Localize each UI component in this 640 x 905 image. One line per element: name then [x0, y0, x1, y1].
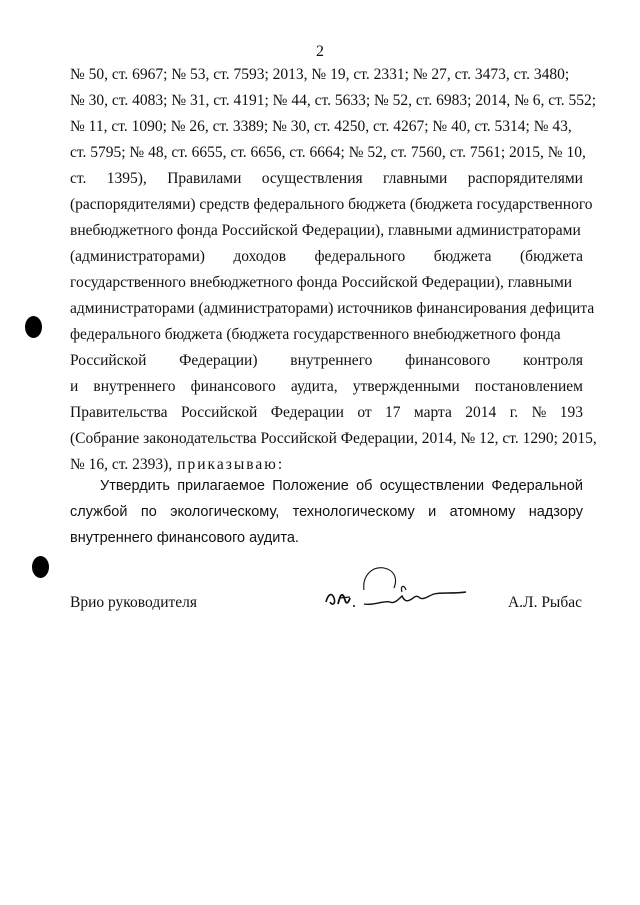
text-line: (распорядителями) средств федерального бюджета (бюджета государственного — [70, 196, 593, 213]
text-line: (администраторами) доходов федерального бюджета (бюджета — [70, 248, 583, 265]
text-line: государственного внебюджетного фонда Российской Федерации), главными — [70, 274, 573, 291]
text-line: Утвердить прилагаемое Положение об осуществлении Федеральной — [100, 478, 583, 494]
text-line: Правительства Российской Федерации от 17 марта 2014 г. № 193 — [70, 404, 583, 421]
text-line: внебюджетного фонда Российской Федерации), главными администраторами — [70, 222, 581, 239]
signatory-name: А.Л. Рыбас — [507, 594, 582, 611]
text-line: службой по экологическому, технологическому и атомному надзору — [70, 504, 583, 520]
binder-hole-dot — [32, 556, 49, 578]
signatory-role: Врио руководителя — [70, 594, 198, 611]
text-line: № 16, ст. 2393), приказываю: — [70, 452, 583, 478]
binder-hole-dot — [25, 316, 42, 338]
legal-basis-paragraph — [70, 62, 597, 478]
text-line: внутреннего финансового аудита. — [70, 530, 299, 546]
text-line: № 11, ст. 1090; № 26, ст. 3389; № 30, ст. 4250, ст. 4267; № 40, ст. 5314; № 43, — [70, 118, 572, 135]
text-line: и внутреннего финансового аудита, утвержденными постановлением — [70, 378, 583, 395]
order-keyword: приказываю: — [177, 456, 285, 473]
text-line: Российской Федерации) внутреннего финансового контроля — [70, 352, 583, 369]
text-line: (Собрание законодательства Российской Федерации, 2014, № 12, ст. 1290; 2015, — [70, 430, 597, 447]
text-line: администраторами (администраторами) источников финансирования дефицита — [70, 300, 595, 317]
text-line: федерального бюджета (бюджета государственного внебюджетного фонда — [70, 326, 561, 343]
page-number: 2 — [316, 43, 324, 60]
text-line: № 30, ст. 4083; № 31, ст. 4191; № 44, ст. 5633; № 52, ст. 6983; 2014, № 6, ст. 552; — [70, 92, 597, 109]
text-line: ст. 1395), Правилами осуществления главными распорядителями — [70, 170, 583, 187]
order-paragraph — [70, 473, 583, 551]
text-line: ст. 5795; № 48, ст. 6655, ст. 6656, ст. 6664; № 52, ст. 7560, ст. 7561; 2015, № 10, — [70, 144, 586, 161]
handwritten-signature — [318, 560, 478, 620]
text-line: № 50, ст. 6967; № 53, ст. 7593; 2013, № 19, ст. 2331; № 27, ст. 3473, ст. 3480; — [70, 66, 570, 83]
